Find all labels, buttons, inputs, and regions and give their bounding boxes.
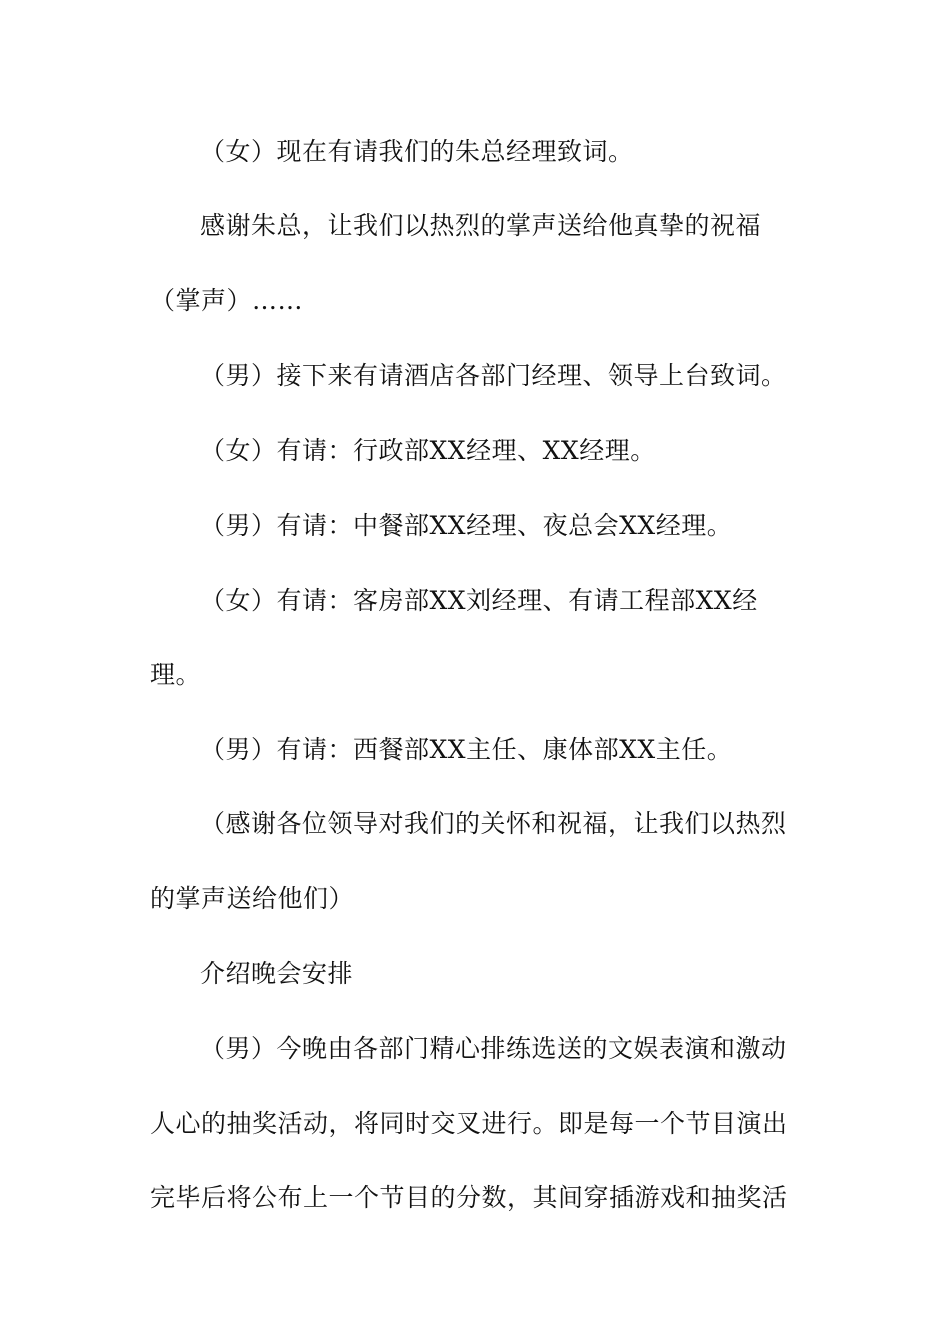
- paragraph-line: 的掌声送给他们）: [150, 884, 355, 913]
- paragraph-line: （女）有请：客房部XX刘经理、有请工程部XX经: [200, 586, 758, 615]
- paragraph-line: （男）今晚由各部门精心排练选送的文娱表演和激动: [200, 1034, 787, 1063]
- paragraph-line: （女）有请：行政部XX经理、XX经理。: [200, 436, 656, 465]
- paragraph-line: （男）接下来有请酒店各部门经理、领导上台致词。: [200, 361, 787, 390]
- paragraph-line: 理。: [150, 660, 202, 689]
- section-heading: 介绍晚会安排: [200, 959, 354, 988]
- paragraph-line: （男）有请：西餐部XX主任、康体部XX主任。: [200, 735, 733, 764]
- paragraph-line: 人心的抽奖活动，将同时交叉进行。即是每一个节目演出: [150, 1109, 788, 1138]
- paragraph-line: （女）现在有请我们的朱总经理致词。: [200, 137, 634, 166]
- paragraph-line: （掌声）……: [150, 286, 304, 315]
- paragraph-line: （感谢各位领导对我们的关怀和祝福，让我们以热烈: [200, 809, 787, 838]
- paragraph-line: 完毕后将公布上一个节目的分数，其间穿插游戏和抽奖活: [150, 1183, 788, 1212]
- paragraph-line: 感谢朱总，让我们以热烈的掌声送给他真挚的祝福: [200, 211, 762, 240]
- paragraph-line: （男）有请：中餐部XX经理、夜总会XX经理。: [200, 511, 733, 540]
